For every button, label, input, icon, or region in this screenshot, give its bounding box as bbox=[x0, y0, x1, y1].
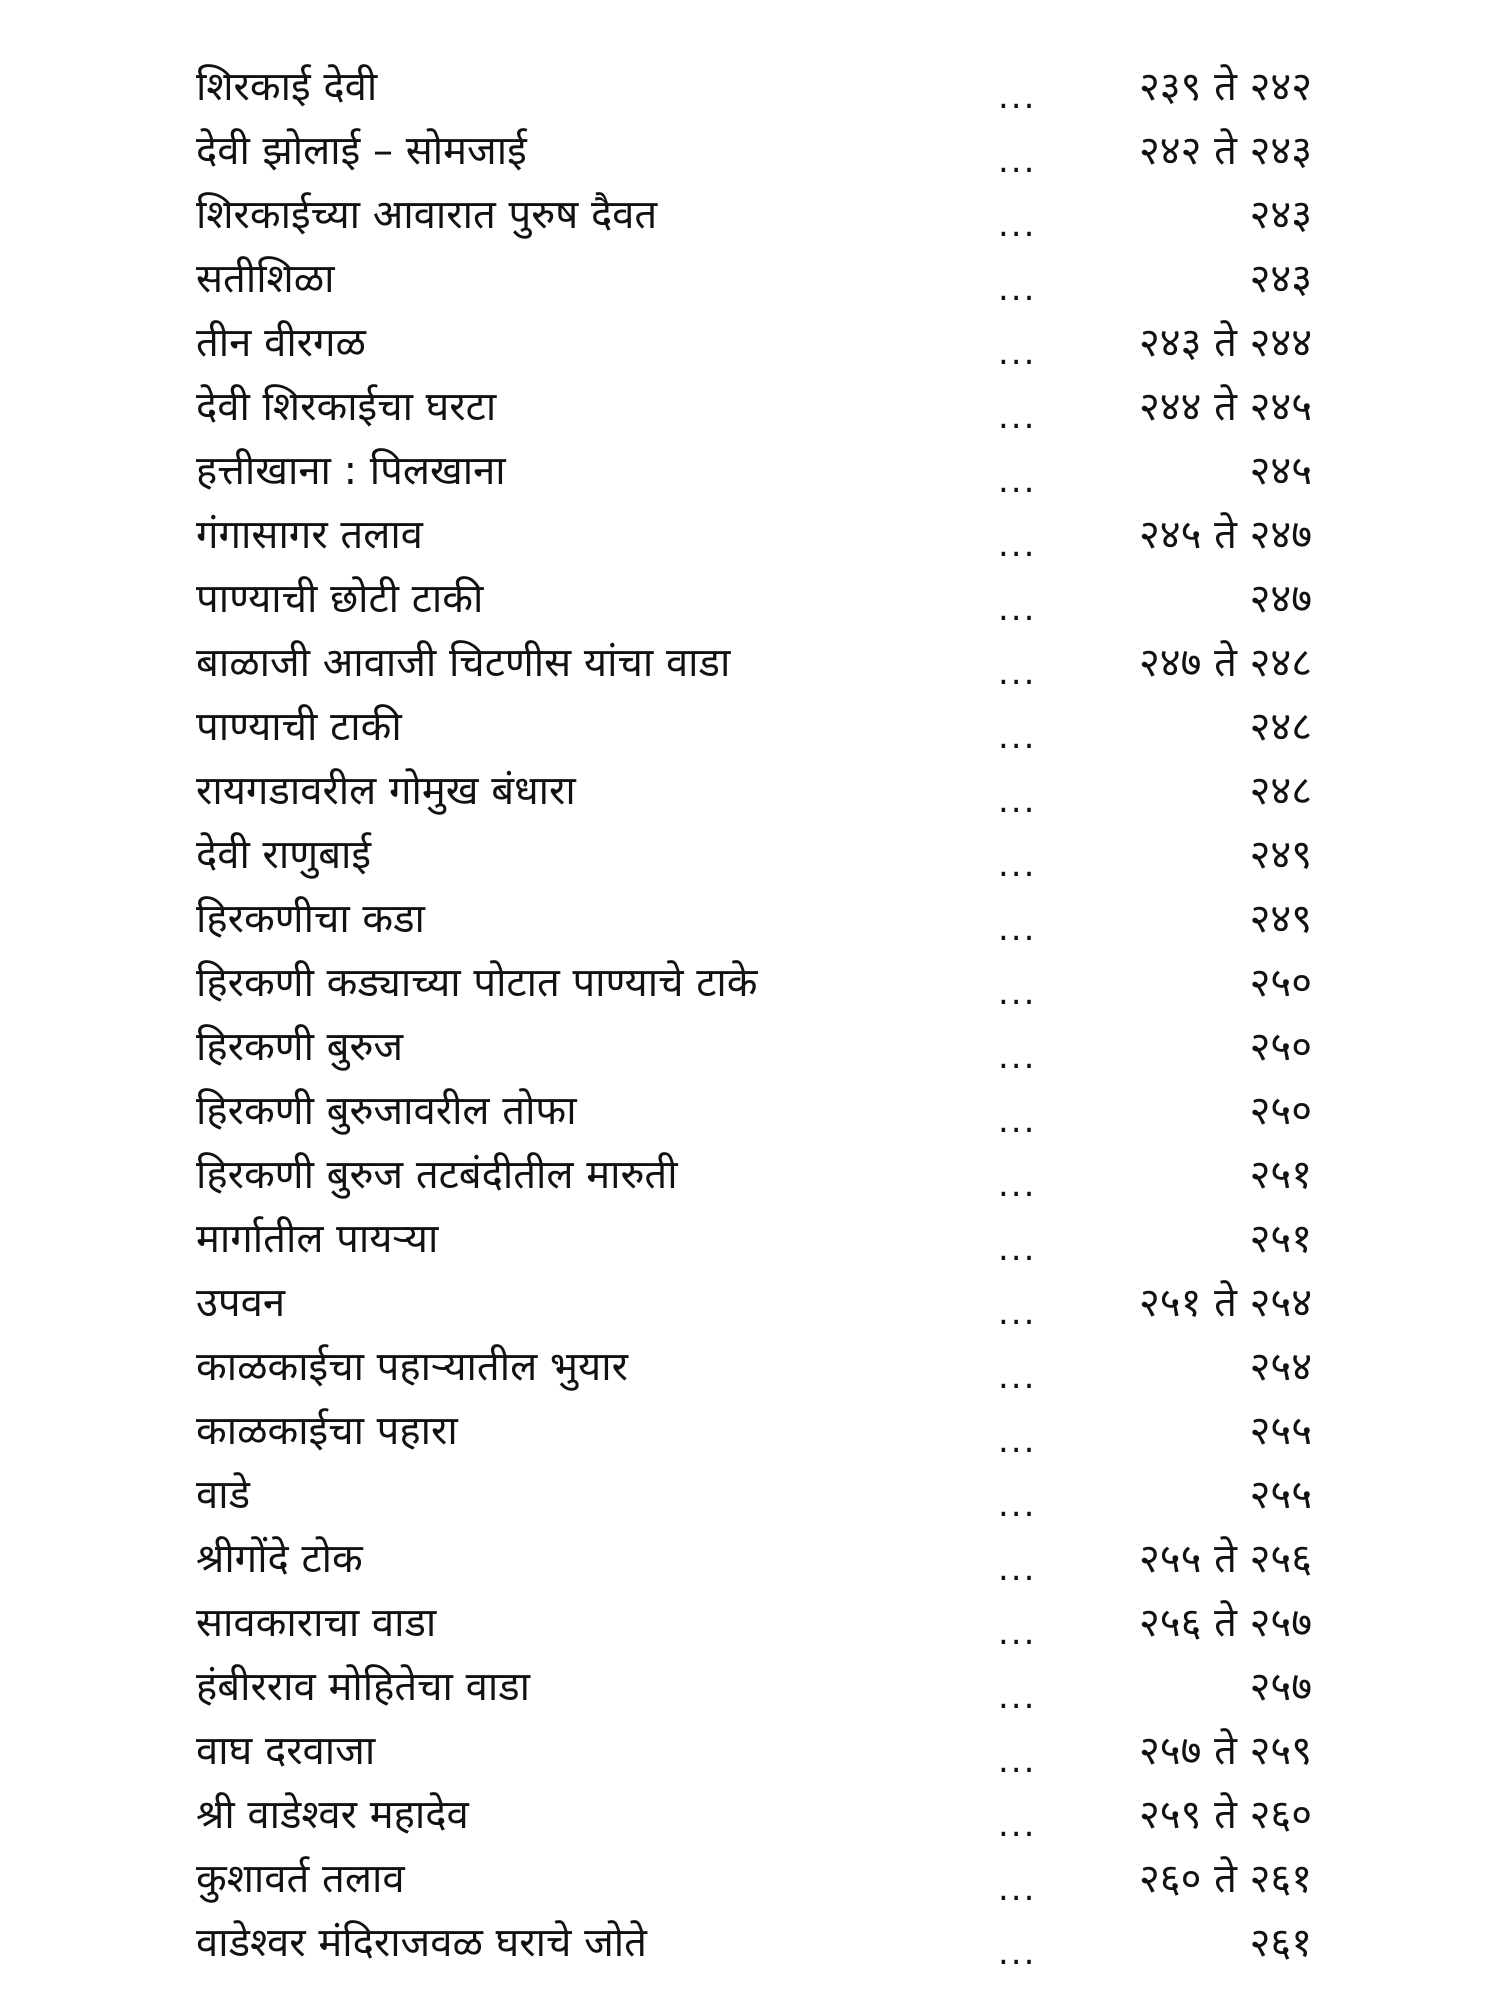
page-reference: २५७ bbox=[1249, 1664, 1312, 1710]
toc-entry bbox=[0, 1206, 1500, 1270]
toc-entry bbox=[0, 1654, 1500, 1718]
leader-dots: ... bbox=[998, 77, 1037, 117]
leader-dots: ... bbox=[998, 205, 1037, 245]
table-of-contents bbox=[0, 54, 1500, 1974]
leader-dots: ... bbox=[998, 1357, 1037, 1397]
entry-title: हिरकणी कड्याच्या पोटात पाण्याचे टाके bbox=[196, 960, 758, 1006]
toc-entry bbox=[0, 1590, 1500, 1654]
leader-dots: ... bbox=[998, 717, 1037, 757]
page-reference: २५० bbox=[1249, 960, 1312, 1006]
entry-title: सतीशिळा bbox=[196, 256, 335, 302]
entry-title: तीन वीरगळ bbox=[196, 320, 366, 366]
leader-dots: ... bbox=[998, 141, 1037, 181]
page-reference: २५० bbox=[1249, 1024, 1312, 1070]
toc-entry bbox=[0, 246, 1500, 310]
entry-title: श्रीगोंदे टोक bbox=[196, 1536, 363, 1582]
leader-dots: ... bbox=[998, 1741, 1037, 1781]
toc-entry bbox=[0, 1334, 1500, 1398]
page-reference: २५५ ते २५६ bbox=[1138, 1536, 1312, 1582]
toc-entry bbox=[0, 1718, 1500, 1782]
entry-title: देवी शिरकाईचा घरटा bbox=[196, 384, 497, 430]
toc-entry bbox=[0, 566, 1500, 630]
leader-dots: ... bbox=[998, 397, 1037, 437]
toc-entry bbox=[0, 182, 1500, 246]
entry-title: वाडे bbox=[196, 1472, 250, 1518]
leader-dots: ... bbox=[998, 909, 1037, 949]
entry-title: सावकाराचा वाडा bbox=[196, 1600, 437, 1646]
toc-entry bbox=[0, 694, 1500, 758]
entry-title: काळकाईचा पहारा bbox=[196, 1408, 458, 1454]
page-reference: २५७ ते २५९ bbox=[1138, 1728, 1312, 1774]
entry-title: गंगासागर तलाव bbox=[196, 512, 423, 558]
leader-dots: ... bbox=[998, 589, 1037, 629]
toc-entry bbox=[0, 1142, 1500, 1206]
entry-title: हिरकणीचा कडा bbox=[196, 896, 425, 942]
toc-entry bbox=[0, 1014, 1500, 1078]
toc-entry bbox=[0, 310, 1500, 374]
entry-title: हिरकणी बुरुज bbox=[196, 1024, 404, 1070]
leader-dots: ... bbox=[998, 1101, 1037, 1141]
page-reference: २४४ ते २४५ bbox=[1138, 384, 1312, 430]
toc-entry bbox=[0, 502, 1500, 566]
toc-entry bbox=[0, 822, 1500, 886]
entry-title: देवी राणुबाई bbox=[196, 832, 372, 878]
page-reference: २६० ते २६१ bbox=[1138, 1856, 1312, 1902]
leader-dots: ... bbox=[998, 269, 1037, 309]
entry-title: शिरकाई देवी bbox=[196, 64, 378, 110]
page-reference: २४८ bbox=[1249, 704, 1312, 750]
toc-entry bbox=[0, 630, 1500, 694]
page-reference: २५० bbox=[1249, 1088, 1312, 1134]
toc-entry bbox=[0, 1078, 1500, 1142]
page-reference: २३९ ते २४२ bbox=[1138, 64, 1312, 110]
leader-dots: ... bbox=[998, 1869, 1037, 1909]
toc-entry bbox=[0, 1526, 1500, 1590]
page-reference: २४९ bbox=[1249, 896, 1312, 942]
leader-dots: ... bbox=[998, 1933, 1037, 1973]
page-reference: २४३ bbox=[1249, 256, 1312, 302]
leader-dots: ... bbox=[998, 1037, 1037, 1077]
toc-entry bbox=[0, 1462, 1500, 1526]
entry-title: हिरकणी बुरुजावरील तोफा bbox=[196, 1088, 577, 1134]
entry-title: हिरकणी बुरुज तटबंदीतील मारुती bbox=[196, 1152, 678, 1198]
leader-dots: ... bbox=[998, 845, 1037, 885]
entry-title: कुशावर्त तलाव bbox=[196, 1856, 405, 1902]
page-reference: २४७ bbox=[1249, 576, 1312, 622]
leader-dots: ... bbox=[998, 653, 1037, 693]
entry-title: श्री वाडेश्वर महादेव bbox=[196, 1792, 469, 1838]
leader-dots: ... bbox=[998, 1165, 1037, 1205]
page-reference: २५१ ते २५४ bbox=[1138, 1280, 1312, 1326]
toc-entry bbox=[0, 1846, 1500, 1910]
entry-title: मार्गातील पायऱ्या bbox=[196, 1216, 439, 1262]
leader-dots: ... bbox=[998, 1421, 1037, 1461]
page-reference: २४७ ते २४८ bbox=[1138, 640, 1312, 686]
page-reference: २४९ bbox=[1249, 832, 1312, 878]
page-reference: २४२ ते २४३ bbox=[1138, 128, 1312, 174]
leader-dots: ... bbox=[998, 1485, 1037, 1525]
toc-entry bbox=[0, 438, 1500, 502]
toc-entry bbox=[0, 1270, 1500, 1334]
page-reference: २५६ ते २५७ bbox=[1138, 1600, 1312, 1646]
entry-title: पाण्याची टाकी bbox=[196, 704, 402, 750]
leader-dots: ... bbox=[998, 1677, 1037, 1717]
page-reference: २५५ bbox=[1249, 1472, 1312, 1518]
leader-dots: ... bbox=[998, 461, 1037, 501]
leader-dots: ... bbox=[998, 1549, 1037, 1589]
page-reference: २५४ bbox=[1249, 1344, 1312, 1390]
toc-entry bbox=[0, 1910, 1500, 1974]
page-reference: २४५ bbox=[1249, 448, 1312, 494]
toc-entry bbox=[0, 54, 1500, 118]
entry-title: काळकाईचा पहाऱ्यातील भुयार bbox=[196, 1344, 628, 1390]
toc-entry bbox=[0, 950, 1500, 1014]
entry-title: उपवन bbox=[196, 1280, 286, 1326]
toc-entry bbox=[0, 758, 1500, 822]
entry-title: हत्तीखाना : पिलखाना bbox=[196, 448, 506, 494]
page-reference: २४८ bbox=[1249, 768, 1312, 814]
leader-dots: ... bbox=[998, 1229, 1037, 1269]
toc-entry bbox=[0, 1782, 1500, 1846]
leader-dots: ... bbox=[998, 525, 1037, 565]
page-reference: २५९ ते २६० bbox=[1138, 1792, 1312, 1838]
entry-title: वाडेश्वर मंदिराजवळ घराचे जोते bbox=[196, 1920, 647, 1966]
toc-entry bbox=[0, 374, 1500, 438]
leader-dots: ... bbox=[998, 781, 1037, 821]
leader-dots: ... bbox=[998, 973, 1037, 1013]
entry-title: हंबीरराव मोहितेचा वाडा bbox=[196, 1664, 530, 1710]
page-reference: २६१ bbox=[1249, 1920, 1312, 1966]
page-reference: २५१ bbox=[1249, 1216, 1312, 1262]
entry-title: शिरकाईच्या आवारात पुरुष दैवत bbox=[196, 192, 658, 238]
leader-dots: ... bbox=[998, 333, 1037, 373]
leader-dots: ... bbox=[998, 1613, 1037, 1653]
page-reference: २४५ ते २४७ bbox=[1138, 512, 1312, 558]
page-reference: २५१ bbox=[1249, 1152, 1312, 1198]
toc-entry bbox=[0, 886, 1500, 950]
page-reference: २४३ bbox=[1249, 192, 1312, 238]
entry-title: पाण्याची छोटी टाकी bbox=[196, 576, 484, 622]
page-reference: २४३ ते २४४ bbox=[1138, 320, 1312, 366]
toc-entry bbox=[0, 118, 1500, 182]
entry-title: देवी झोलाई – सोमजाई bbox=[196, 128, 527, 174]
page-reference: २५५ bbox=[1249, 1408, 1312, 1454]
entry-title: रायगडावरील गोमुख बंधारा bbox=[196, 768, 576, 814]
leader-dots: ... bbox=[998, 1805, 1037, 1845]
entry-title: वाघ दरवाजा bbox=[196, 1728, 376, 1774]
toc-entry bbox=[0, 1398, 1500, 1462]
leader-dots: ... bbox=[998, 1293, 1037, 1333]
entry-title: बाळाजी आवाजी चिटणीस यांचा वाडा bbox=[196, 640, 731, 686]
